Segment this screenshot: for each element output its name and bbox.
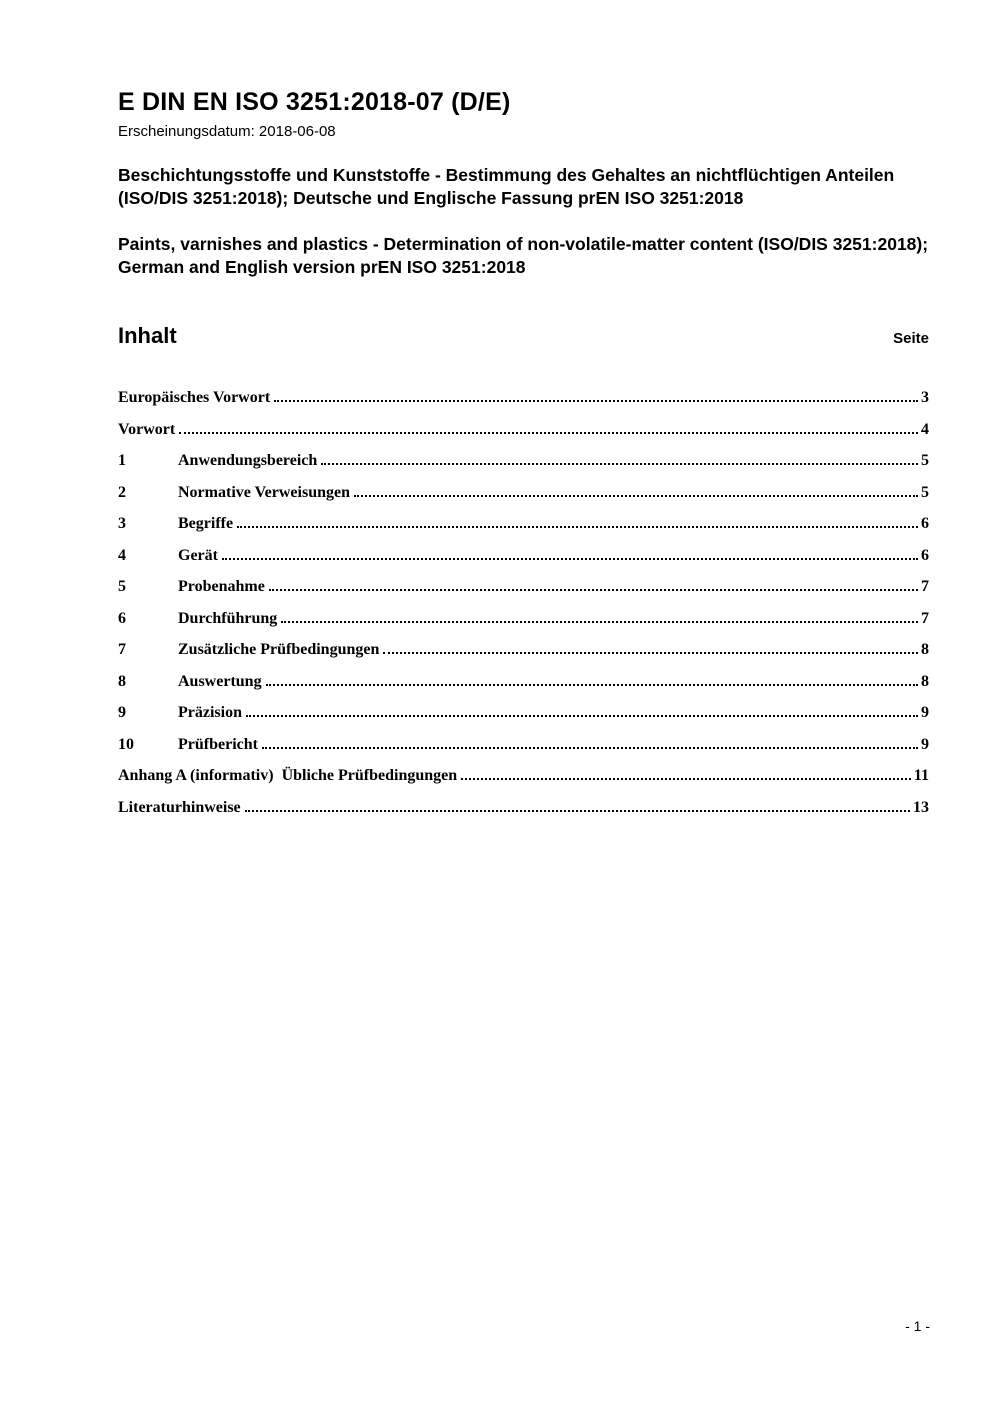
toc-entry-number: 1 bbox=[118, 452, 126, 470]
toc-dot-leader bbox=[266, 684, 918, 686]
toc-row bbox=[118, 641, 929, 659]
toc-entry-page: 8 bbox=[921, 672, 929, 690]
toc-dot-leader bbox=[274, 400, 918, 402]
toc-entry-label: Anhang A (informativ) Übliche Prüfbedingungen bbox=[118, 767, 458, 785]
toc-dot-leader bbox=[461, 778, 911, 780]
toc-entry-label: Gerät bbox=[178, 546, 218, 564]
toc-entry-page: 7 bbox=[921, 609, 929, 627]
toc-header bbox=[118, 323, 929, 349]
toc-row bbox=[118, 578, 929, 596]
toc-entry-label: Durchführung bbox=[178, 609, 278, 627]
toc-entry-page: 5 bbox=[921, 483, 929, 501]
toc-entry-page: 13 bbox=[913, 798, 929, 816]
toc-entry-number: 6 bbox=[118, 609, 126, 627]
toc-heading: Inhalt bbox=[118, 323, 177, 349]
toc-entry-page: 8 bbox=[921, 641, 929, 659]
toc-dot-leader bbox=[245, 810, 910, 812]
toc-row bbox=[118, 547, 929, 565]
toc-dot-leader bbox=[281, 621, 918, 623]
toc-row bbox=[118, 736, 929, 754]
toc-dot-leader bbox=[237, 526, 918, 528]
toc-entry-label: Europäisches Vorwort bbox=[118, 389, 271, 407]
toc-list bbox=[118, 389, 929, 817]
toc-dot-leader bbox=[321, 463, 918, 465]
standard-title-german: Beschichtungsstoffe und Kunststoffe - Bestimmung des Gehaltes an nichtflüchtigen Anteilen (ISO/DIS 3251:2018); Deutsche und Englische Fassung prEN ISO 3251:2018 bbox=[118, 165, 895, 209]
toc-entry-number: 9 bbox=[118, 704, 126, 722]
toc-entry-page: 5 bbox=[921, 452, 929, 470]
toc-entry-label: Anwendungsbereich bbox=[178, 452, 318, 470]
toc-entry-number: 10 bbox=[118, 735, 134, 753]
toc-entry-number: 7 bbox=[118, 641, 126, 659]
toc-entry-label: Begriffe bbox=[178, 515, 234, 533]
toc-entry-page: 9 bbox=[921, 735, 929, 753]
toc-entry-page: 3 bbox=[921, 389, 929, 407]
toc-dot-leader bbox=[262, 747, 918, 749]
toc-dot-leader bbox=[354, 495, 918, 497]
toc-page-column-label: Seite bbox=[893, 330, 929, 348]
toc-row bbox=[118, 515, 929, 533]
toc-entry-page: 6 bbox=[921, 515, 929, 533]
toc-dot-leader bbox=[179, 432, 918, 434]
toc-entry-page: 9 bbox=[921, 704, 929, 722]
toc-row bbox=[118, 767, 929, 785]
toc-entry-page: 4 bbox=[921, 420, 929, 438]
toc-entry-number: 8 bbox=[118, 672, 126, 690]
toc-entry-label: Literaturhinweise bbox=[118, 798, 241, 816]
standard-title-english: Paints, varnishes and plastics - Determination of non-volatile-matter content (ISO/DIS 3251:2018); German and English version prEN ISO 3251:2018 bbox=[118, 233, 929, 277]
toc-entry-number: 4 bbox=[118, 546, 126, 564]
toc-entry-label: Präzision bbox=[178, 704, 242, 722]
toc-entry-label: Auswertung bbox=[178, 672, 262, 690]
toc-dot-leader bbox=[269, 589, 918, 591]
toc-dot-leader bbox=[222, 558, 918, 560]
toc-entry-label: Probenahme bbox=[178, 578, 265, 596]
toc-entry-label: Zusätzliche Prüfbedingungen bbox=[178, 641, 380, 659]
toc-entry-page: 11 bbox=[913, 767, 929, 785]
toc-row bbox=[118, 484, 929, 502]
toc-dot-leader bbox=[383, 652, 918, 654]
toc-entry-number: 3 bbox=[118, 515, 126, 533]
page-content bbox=[118, 0, 929, 830]
toc-row bbox=[118, 704, 929, 722]
toc-row bbox=[118, 799, 929, 817]
document-title: E DIN EN ISO 3251:2018-07 (D/E) bbox=[118, 88, 511, 116]
toc-row bbox=[118, 389, 929, 407]
toc-row bbox=[118, 610, 929, 628]
toc-entry-number: 5 bbox=[118, 578, 126, 596]
toc-entry-label: Normative Verweisungen bbox=[178, 483, 350, 501]
page-number: - 1 - bbox=[905, 1318, 930, 1334]
toc-entry-page: 7 bbox=[921, 578, 929, 596]
toc-row bbox=[118, 452, 929, 470]
toc-entry-label: Vorwort bbox=[118, 420, 176, 438]
toc-entry-label: Prüfbericht bbox=[178, 735, 258, 753]
toc-entry-number: 2 bbox=[118, 483, 126, 501]
toc-row bbox=[118, 421, 929, 439]
publication-date: Erscheinungsdatum: 2018-06-08 bbox=[118, 123, 336, 140]
toc-row bbox=[118, 673, 929, 691]
toc-dot-leader bbox=[246, 715, 918, 717]
toc-entry-page: 6 bbox=[921, 546, 929, 564]
